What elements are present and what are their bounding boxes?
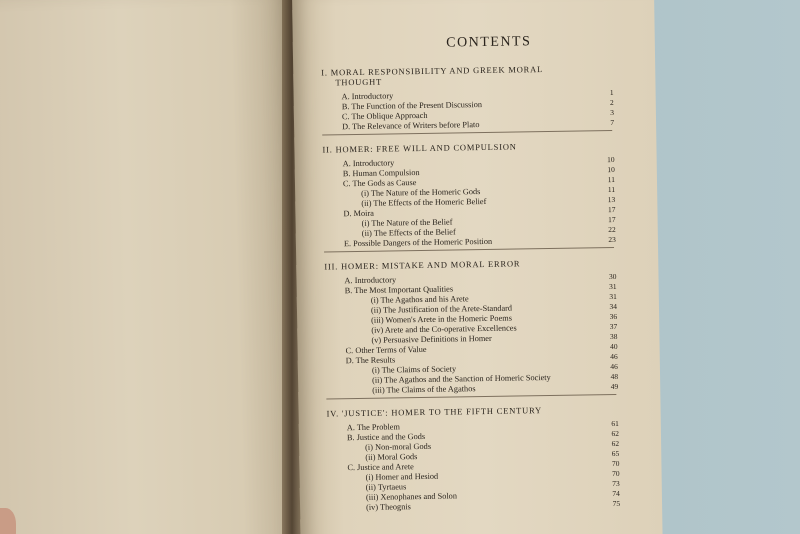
toc-entry: C. Justice and Arete 70 (347, 458, 620, 473)
toc-entry: E. Possible Dangers of the Homeric Position 23 (343, 234, 616, 249)
toc-entry: B. The Function of the Present Discussion 2 (341, 97, 614, 112)
toc-entry: A. The Problem 61 (346, 418, 619, 433)
contents-text (321, 33, 620, 514)
toc-subentry: (ii) The Effects of the Homeric Belief 13 (361, 194, 616, 208)
right-page (292, 0, 663, 534)
toc-entry: D. The Relevance of Writers before Plato 7 (342, 117, 615, 132)
toc-entry: B. Justice and the Gods 62 (346, 428, 620, 443)
toc-entry: C. The Oblique Approach 3 (341, 107, 614, 122)
chapter-heading: I. MORAL RESPONSIBILITY AND GREEK MORAL (321, 64, 544, 78)
toc-subentry: (iv) Arete and the Co-operative Excellences 37 (371, 321, 618, 335)
toc-entry: A. Introductory 1 (341, 87, 614, 102)
toc-subentry: (i) The Nature of the Homeric Gods 11 (361, 184, 616, 198)
toc-subentry: (iii) Women's Arete in the Homeric Poems 36 (371, 311, 618, 325)
chapter-heading: III. HOMER: MISTAKE AND MORAL ERROR (324, 258, 521, 272)
contents-title: CONTENTS (446, 34, 532, 51)
toc-subentry: (iii) Xenophanes and Solon 74 (365, 488, 620, 502)
toc-subentry: (iii) The Claims of the Agathos 49 (372, 381, 619, 395)
toc-entry: B. The Most Important Qualities 31 (344, 281, 617, 296)
toc-entry: A. Introductory 30 (344, 271, 617, 286)
toc-subentry: (ii) Moral Gods 65 (365, 448, 620, 462)
toc-subentry: (ii) The Agathos and the Sanction of Homeric Society 48 (372, 371, 619, 385)
chapter-heading: IV. 'JUSTICE': HOMER TO THE FIFTH CENTURY (326, 405, 543, 419)
left-page (0, 0, 307, 534)
toc-subentry: (ii) The Effects of the Belief 22 (361, 224, 616, 238)
toc-entry: D. The Results 46 (345, 351, 618, 366)
toc-subentry: (i) Homer and Hesiod 70 (365, 468, 620, 482)
toc-entry: B. Human Compulsion 10 (342, 164, 615, 179)
toc-subentry: (i) Non-moral Gods 62 (365, 438, 620, 452)
toc-subentry: (v) Persuasive Definitions in Homer 38 (371, 331, 618, 345)
toc-subentry: (ii) Tyrtaeus 73 (365, 478, 620, 492)
toc-subentry: (ii) The Justification of the Arete-Standard 34 (370, 301, 618, 315)
toc-entry: A. Introductory 10 (342, 154, 615, 169)
toc-subentry: (i) The Agathos and his Arete 31 (370, 291, 617, 305)
toc-subentry: (i) The Nature of the Belief 17 (361, 214, 616, 228)
chapter-heading: II. HOMER: FREE WILL AND COMPULSION (322, 141, 517, 155)
toc-entry: C. Other Terms of Value 40 (345, 341, 618, 356)
toc-subentry: (i) The Claims of Society 46 (371, 361, 618, 375)
toc-subentry: (iv) Theognis 75 (366, 498, 621, 512)
toc-entry: C. The Gods as Cause 11 (342, 174, 616, 189)
chapter-heading-continued: THOUGHT (335, 76, 383, 88)
toc-entry: D. Moira 17 (343, 204, 616, 219)
